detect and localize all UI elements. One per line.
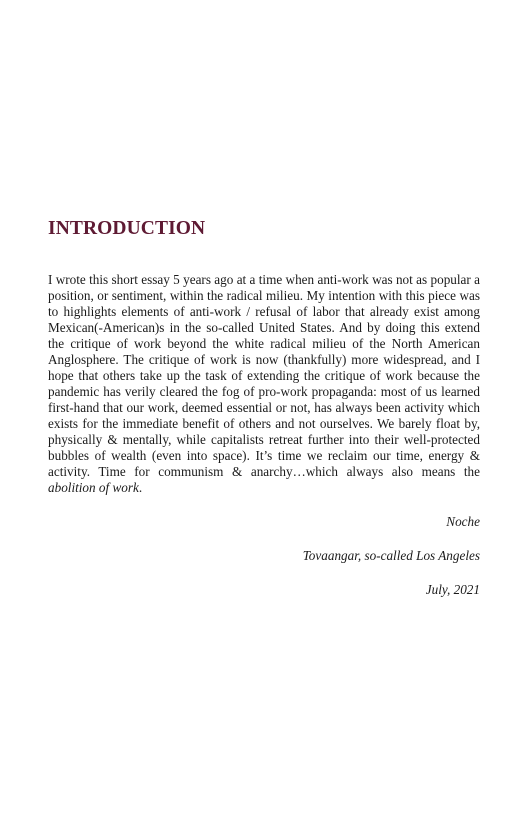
intro-text: I wrote this short essay 5 years ago at a time when anti-work was not as popular a position, or sentiment, within the radical milieu. My intention with this piece was to highlights elements of anti-work / refusal of labor that already exist among Mexican(-American)s in the so-called United States. And by doing this extend the critique of work beyond the white radical milieu of the North American Anglosphere. The critique of work is now (thankfully) more widespread, and I hope that others take up the task of extending the critique of work because the pandemic has verily cleared the fog of pro-work propaganda: most of us learned first-hand that our work, deemed essential or not, has always been activity which exists for the immediate benefit of others and not ourselves. We barely float by, physically & mentally, while capitalists retreat further into their well-protected bubbles of wealth (even into space). It’s time we reclaim our time, energy & activity. Time for communism & anarchy…which always also means the (48, 272, 480, 479)
emphasized-phrase: abolition of work (48, 480, 139, 495)
signature-place: Tovaangar, so-called Los Angeles (302, 548, 480, 563)
signature-date: July, 2021 (425, 582, 480, 597)
signature-author: Noche (446, 514, 480, 529)
intro-paragraph (48, 272, 480, 496)
section-heading: INTRODUCTION (48, 218, 206, 239)
intro-text-end: . (138, 480, 143, 495)
